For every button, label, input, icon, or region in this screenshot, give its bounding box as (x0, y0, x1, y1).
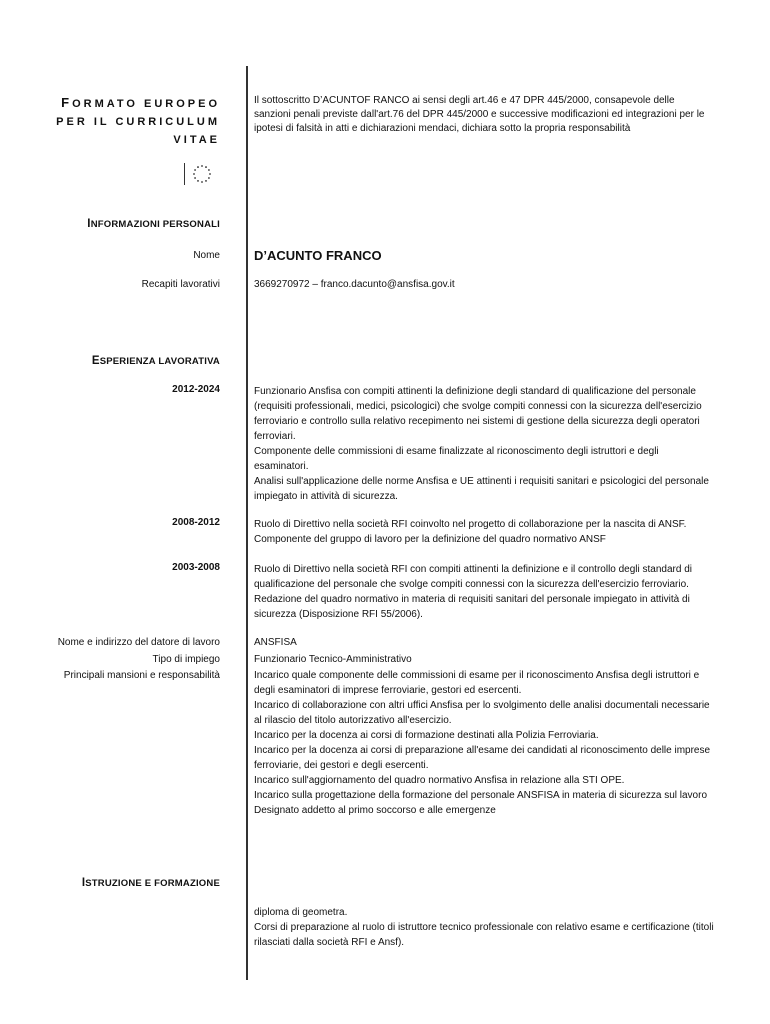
experience-paragraph: Ruolo di Direttivo nella società RFI coinvolto nel progetto di collaborazione per la nascita di ANSF. (254, 519, 687, 530)
header-line-3: VITAE (173, 134, 220, 146)
header-cap-letter: F (61, 95, 73, 110)
experience-paragraph: Ruolo di Direttivo nella società RFI con compiti attinenti la definizione e il controllo degli standard di qualificazione del personale che svolge compiti connessi con la sicurezza dell'esercizio ferroviario. Redazione del quadro normativo in materia di requisiti sanitari del personale impiegato in attività di sicurezza (Disposizione RFI 55/2006). (254, 564, 693, 620)
job-type-label: Tipo di impiego (152, 654, 220, 665)
duty-item: Incarico di collaborazione con altri uffici Ansfisa per lo svolgimento delle analisi documentali necessarie al rilascio del titolo autorizzativo all'esercizio. (254, 700, 710, 726)
duties-label: Principali mansioni e responsabilità (63, 670, 220, 681)
duties-list (254, 668, 714, 818)
section-work-experience: ESPERIENZA LAVORATIVA (91, 355, 220, 367)
declaration-text: Il sottoscritto D’ACUNTOF RANCO ai sensi degli art.46 e 47 DPR 445/2000, consapevole delle sanzioni penali previste dall'art.76 del DPR 445/2000 e successive modificazioni ed integrazioni per le ipotesi di falsità in atti e dichiarazioni mendaci, dichiara sotto la propria responsabilità (254, 95, 705, 134)
experience-years: 2003-2008 (172, 562, 220, 573)
name-label: Nome (193, 250, 220, 261)
header-line-2: PER IL CURRICULUM (56, 116, 220, 128)
experience-paragraph: Analisi sull'applicazione delle norme Ansfisa e UE attinenti i requisiti sanitari e psicologici del personale impiegato in attività di sicurezza. (254, 476, 709, 502)
duty-item: Incarico sulla progettazione della formazione del personale ANSFISA in materia di sicurezza sul lavoro (254, 790, 708, 801)
eu-star (201, 165, 203, 167)
duty-item: Incarico per la docenza ai corsi di preparazione all'esame dei candidati al riconoscimento delle imprese ferroviarie, dei gestori e degli esercenti. (254, 745, 711, 771)
experience-description (254, 562, 714, 622)
vertical-divider (246, 66, 248, 980)
cv-header-title (40, 94, 220, 149)
education-item: diploma di geometra. (254, 907, 348, 918)
eu-flag-icon (184, 161, 214, 187)
experience-years: 2012-2024 (172, 384, 220, 395)
eu-star (201, 181, 203, 183)
header-line-1: ORMATO EUROPEO (72, 98, 220, 110)
eu-star (193, 173, 195, 175)
experience-years: 2008-2012 (172, 517, 220, 528)
section-personal-info: INFORMAZIONI PERSONALI (87, 218, 220, 230)
duty-item: Designato addetto al primo soccorso e alle emergenze (254, 805, 496, 816)
eu-star (205, 180, 207, 182)
section-education: ISTRUZIONE E FORMAZIONE (81, 877, 220, 889)
duty-item: Incarico sull'aggiornamento del quadro normativo Ansfisa in relazione alla STI OPE. (254, 775, 625, 786)
job-type-value: Funzionario Tecnico-Amministrativo (254, 654, 412, 665)
duty-item: Incarico quale componente delle commissioni di esame per il riconoscimento Ansfisa degli istruttori e degli esaminatori di imprese ferroviarie, gestori ed esercenti. (254, 670, 700, 696)
experience-description (254, 517, 714, 547)
employer-value: ANSFISA (254, 637, 297, 648)
eu-star (197, 180, 199, 182)
eu-star (194, 169, 196, 171)
eu-star (205, 166, 207, 168)
eu-star (194, 177, 196, 179)
experience-description (254, 384, 714, 504)
education-item: Corsi di preparazione al ruolo di istruttore tecnico professionale con relativo esame e certificazione (titoli rilasciati dalla società RFI e Ansf). (254, 922, 714, 948)
experience-paragraph: Componente delle commissioni di esame finalizzate al riconoscimento degli istruttori e degli esaminatori. (254, 446, 659, 472)
name-value: D’ACUNTO FRANCO (254, 248, 382, 263)
duty-item: Incarico per la docenza ai corsi di formazione destinati alla Polizia Ferroviaria. (254, 730, 599, 741)
contact-value: 3669270972 – franco.dacunto@ansfisa.gov.it (254, 279, 455, 290)
experience-paragraph: Componente del gruppo di lavoro per la definizione del quadro normativo ANSF (254, 534, 606, 545)
experience-paragraph: Funzionario Ansfisa con compiti attinenti la definizione degli standard di qualificazione del personale (requisiti professionali, medici, psicologici) che svolge compiti connessi con la sicurezza dell'esercizio ferroviario e controllo sulla relativo recepimento nei sistemi di gestione della sicurezza degli operatori ferroviari. (254, 386, 702, 442)
eu-star (209, 173, 211, 175)
eu-star (208, 169, 210, 171)
education-list (254, 905, 714, 950)
employer-label: Nome e indirizzo del datore di lavoro (57, 637, 220, 648)
eu-star (208, 177, 210, 179)
contact-label: Recapiti lavorativi (141, 279, 220, 290)
eu-star (197, 166, 199, 168)
